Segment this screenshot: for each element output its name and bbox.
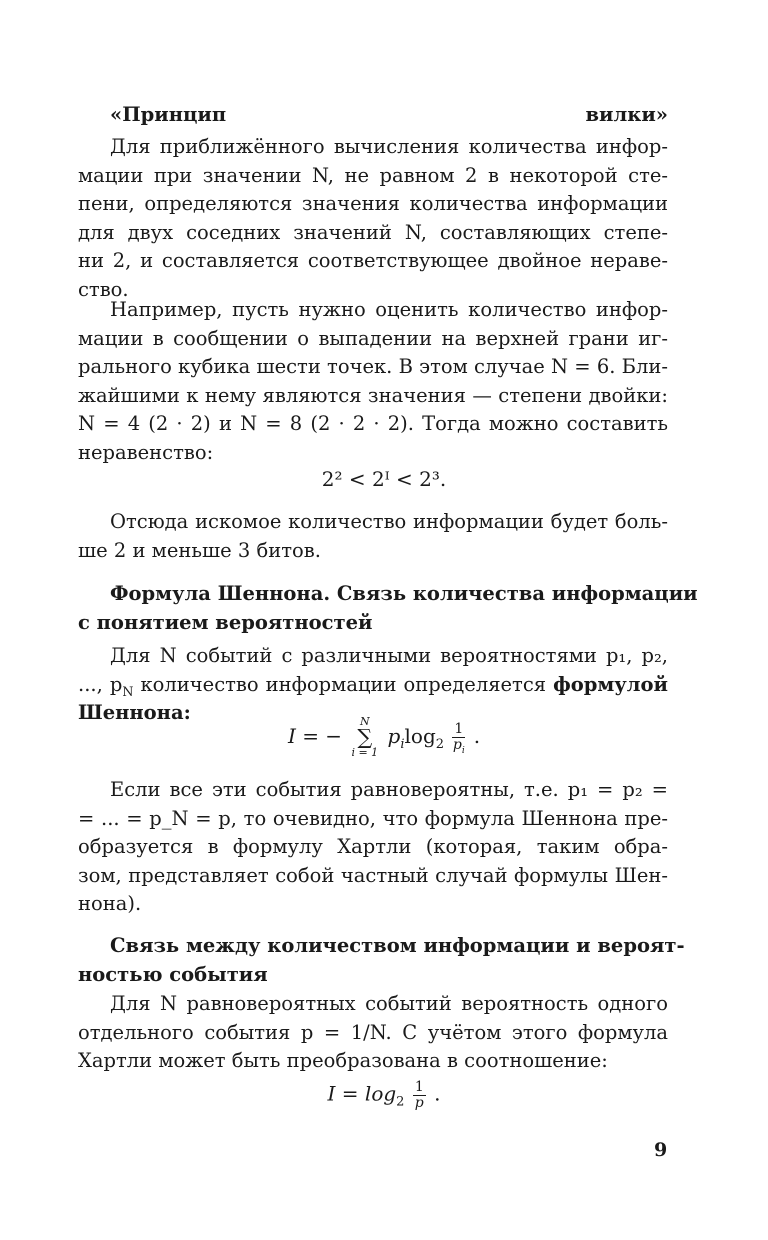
paragraph-fork-intro — [78, 133, 668, 305]
den-p: p — [452, 737, 462, 753]
formula-end: . — [473, 724, 481, 748]
term-p: p — [387, 724, 401, 748]
text-line: нона). — [78, 892, 142, 916]
text-part: ..., p — [78, 672, 123, 696]
heading-line: Формула Шеннона. Связь количества информации — [110, 582, 698, 605]
term-bold: Шеннона — [78, 701, 184, 725]
text-line: рального кубика шести точек. В этом случае N = 6. Бли- — [78, 355, 668, 379]
text-line: Если все эти события равновероятны, т.е. p₁ = p₂ = — [110, 778, 668, 801]
section-heading-probability — [78, 932, 685, 989]
formula-end: . — [434, 1081, 441, 1106]
text-line — [78, 671, 668, 700]
text-line: мации при значении N, не равном 2 в некоторой сте- — [78, 163, 668, 187]
sum-lower: i = 1 — [351, 745, 379, 759]
fraction-numerator: 1 — [414, 1079, 424, 1095]
formula-lhs-i: I = log — [327, 1081, 397, 1106]
fraction — [413, 1080, 426, 1110]
sum-upper: N — [359, 715, 370, 728]
text-line: для двух соседних значений N, составляющих степе- — [78, 220, 668, 244]
den-sub: i — [461, 745, 465, 756]
text-line: неравенство: — [78, 440, 214, 464]
paragraph-shannon-intro — [78, 642, 668, 728]
formula-hartley-probability — [0, 1080, 768, 1110]
paragraph-fork-example — [78, 296, 668, 468]
sum-operator — [351, 716, 378, 759]
sigma-symbol: ∑ — [357, 725, 373, 750]
text-line: пени, определяются значения количества информации — [78, 192, 668, 216]
text-part: количество информации определяется — [133, 672, 554, 696]
text-part: : — [183, 701, 191, 725]
text-line: Для N равновероятных событий вероятность одного — [110, 992, 668, 1015]
text-line: Хартли может быть преобразована в соотношение: — [78, 1049, 608, 1073]
subscript: N — [122, 683, 134, 699]
text-line: Для N событий с различными вероятностями p₁, p₂, — [110, 644, 668, 667]
text-line: Для приближённого вычисления количества инфор- — [110, 135, 668, 158]
paragraph-shannon-equiprobable — [78, 776, 668, 919]
formula-lhs: I = − — [287, 724, 343, 748]
text-line: Отсюда искомое количество информации будет боль- — [110, 510, 668, 533]
text-line: N = 4 (2 · 2) и N = 8 (2 · 2 · 2). Тогда можно составить — [78, 412, 668, 436]
text-line: = ... = p_N = p, то очевидно, что формула Шеннона пре- — [78, 806, 668, 830]
heading-line: Связь между количеством информации и вероят- — [110, 934, 685, 957]
log-base: 2 — [435, 737, 445, 752]
paragraph-fork-result — [78, 508, 668, 565]
section-heading-fork — [78, 101, 668, 130]
text-line: ни 2, и составляется соответствующее двойное нераве- — [78, 249, 668, 273]
fraction-numerator: 1 — [454, 721, 464, 738]
log-text: log — [404, 724, 436, 748]
term-sub: i — [400, 737, 405, 752]
section-heading-shannon — [78, 580, 698, 637]
formula-inequality: 2² < 2ᴵ < 2³. — [321, 467, 447, 491]
text-line: ство. — [78, 277, 129, 301]
heading-text: «Принцип вилки» — [110, 103, 668, 126]
log-base: 2 — [396, 1094, 405, 1110]
text-line: мации в сообщении о выпадении на верхней грани иг- — [78, 326, 668, 350]
paragraph-hartley-probability — [78, 990, 668, 1076]
text-line: отдельного события p = 1/N. С учётом этого формула — [78, 1020, 668, 1044]
term-bold: формулой — [553, 672, 668, 696]
fraction — [452, 721, 465, 756]
formula-shannon — [0, 716, 768, 759]
text-line: Например, пусть нужно оценить количество инфор- — [110, 298, 668, 321]
heading-line: ностью события — [78, 962, 268, 986]
fraction-denominator: p — [414, 1094, 424, 1111]
text-line: зом, представляет собой частный случай формулы Шен- — [78, 863, 668, 887]
text-line: образуется в формулу Хартли (которая, таким обра- — [78, 835, 668, 859]
heading-line: с понятием вероятностей — [78, 610, 373, 634]
page-number: 9 — [654, 1139, 668, 1161]
text-line: жайшими к нему являются значения — степени двойки: — [78, 383, 668, 407]
text-line: ше 2 и меньше 3 битов. — [78, 538, 321, 562]
fraction-denominator — [452, 737, 465, 756]
